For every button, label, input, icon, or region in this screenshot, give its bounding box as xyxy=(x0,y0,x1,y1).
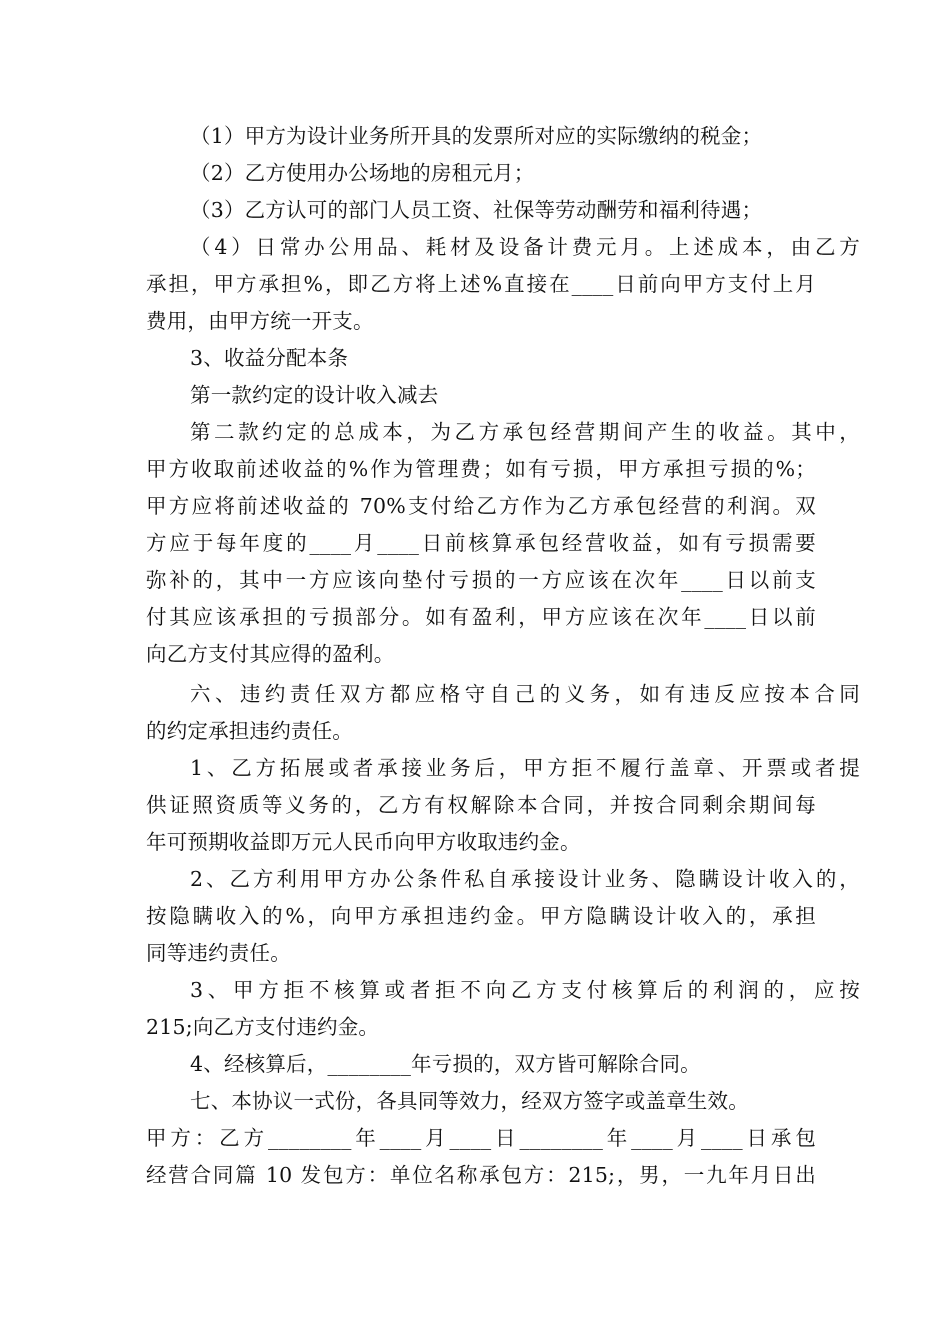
text-line: 按隐瞒收入的%，向甲方承担违约金。甲方隐瞒设计收入的，承担 xyxy=(146,904,816,928)
text-line: 215;向乙方支付违约金。 xyxy=(146,1015,380,1039)
text-line: 经营合同篇 10 发包方：单位名称承包方：215;，男，一九年月日出 xyxy=(146,1163,816,1187)
text-line: 年可预期收益即万元人民币向甲方收取违约金。 xyxy=(146,830,581,854)
text-line: 付其应该承担的亏损部分。如有盈利，甲方应该在次年____日以前 xyxy=(146,605,816,629)
text-line: 甲方应将前述收益的 70%支付给乙方作为乙方承包经营的利润。双 xyxy=(146,494,816,518)
text-line: 的约定承担违约责任。 xyxy=(146,719,353,743)
text-line: 同等违约责任。 xyxy=(146,941,291,965)
text-line: （2）乙方使用办公场地的房租元月； xyxy=(190,161,535,185)
text-line: 供证照资质等义务的，乙方有权解除本合同，并按合同剩余期间每 xyxy=(146,793,816,817)
text-line: （4）日常办公用品、耗材及设备计费元月。上述成本，由乙方 xyxy=(190,235,860,259)
signature-line: 甲方：乙方________年____月____日________年____月____日承包 xyxy=(146,1126,816,1150)
text-line: 2、乙方利用甲方办公条件私自承接设计业务、隐瞒设计收入的， xyxy=(190,867,860,891)
text-line: 承担，甲方承担%，即乙方将上述%直接在____日前向甲方支付上月 xyxy=(146,272,816,296)
text-line: 1、乙方拓展或者承接业务后，甲方拒不履行盖章、开票或者提 xyxy=(190,756,860,780)
text-line: 向乙方支付其应得的盈利。 xyxy=(146,642,395,666)
text-line: 3、甲方拒不核算或者拒不向乙方支付核算后的利润的，应按 xyxy=(190,978,860,1002)
section-heading: 六、违约责任双方都应格守自己的义务，如有违反应按本合同 xyxy=(190,682,860,706)
text-line: 4、经核算后，________年亏损的，双方皆可解除合同。 xyxy=(190,1052,701,1076)
text-line: 弥补的，其中一方应该向垫付亏损的一方应该在次年____日以前支 xyxy=(146,568,816,592)
section-heading: 3、收益分配本条 xyxy=(190,346,349,370)
section-heading: 七、本协议一式份，各具同等效力，经双方签字或盖章生效。 xyxy=(190,1089,749,1113)
text-line: 费用，由甲方统一开支。 xyxy=(146,309,374,333)
text-line: 甲方收取前述收益的%作为管理费；如有亏损，甲方承担亏损的%； xyxy=(146,457,816,481)
text-line: （3）乙方认可的部门人员工资、社保等劳动酬劳和福利待遇； xyxy=(190,198,763,222)
text-line: （1）甲方为设计业务所开具的发票所对应的实际缴纳的税金； xyxy=(190,124,763,148)
text-line: 方应于每年度的____月____日前核算承包经营收益，如有亏损需要 xyxy=(146,531,816,555)
text-line: 第二款约定的总成本，为乙方承包经营期间产生的收益。其中， xyxy=(190,420,860,444)
text-line: 第一款约定的设计收入减去 xyxy=(190,383,439,407)
